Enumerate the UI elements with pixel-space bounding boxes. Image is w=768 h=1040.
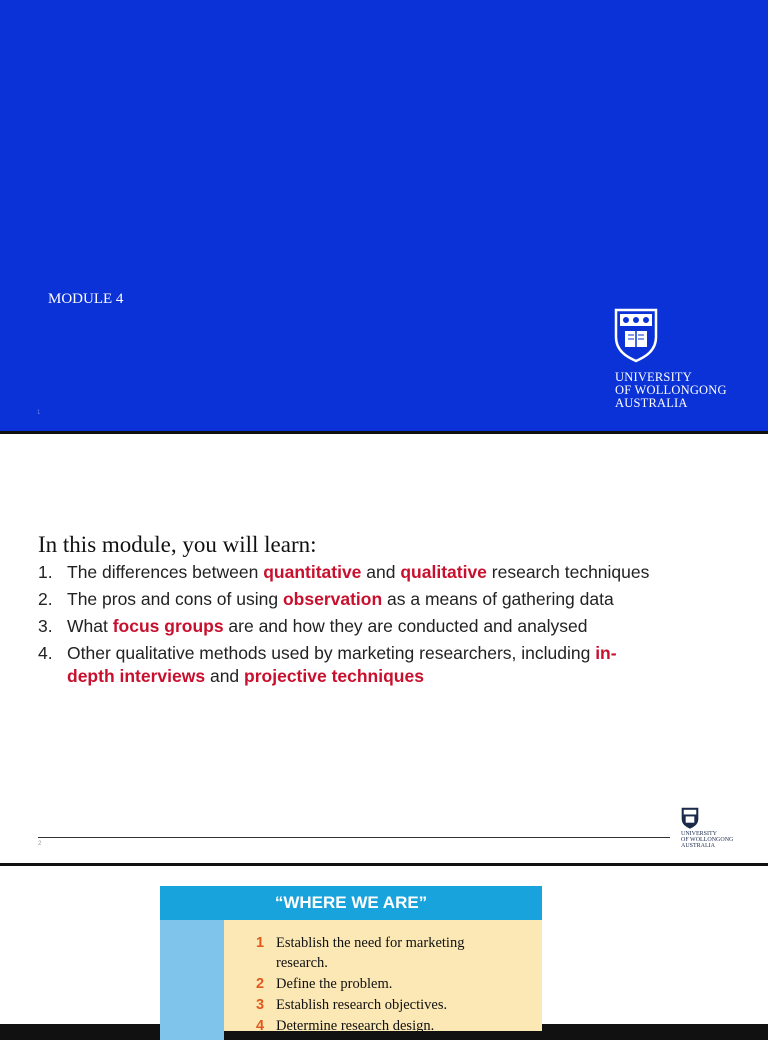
list-item <box>256 1016 516 1036</box>
item-text: and <box>205 666 245 686</box>
item-text: as a means of gathering data <box>382 589 614 609</box>
list-item <box>38 615 658 638</box>
step-text: Determine research design. <box>276 1018 435 1034</box>
objectives-list <box>38 561 658 692</box>
university-line-2: OF WOLLONGONG <box>615 383 727 397</box>
steps-list <box>256 933 516 1037</box>
step-number: 3 <box>256 997 265 1013</box>
highlight-term: focus groups <box>112 616 224 636</box>
item-text: research techniques <box>486 562 650 582</box>
item-number: 4. <box>38 643 53 663</box>
item-text: What <box>67 616 113 636</box>
slide-number: 1 <box>37 410 41 416</box>
step-text: Define the problem. <box>276 976 393 992</box>
list-item <box>38 588 658 611</box>
highlight-term: qualitative <box>400 562 487 582</box>
item-text: The differences between <box>67 562 264 582</box>
item-number: 1. <box>38 562 53 582</box>
item-number: 3. <box>38 616 53 636</box>
university-line-2: OF WOLLONGONG <box>681 837 734 843</box>
highlight-term: observation <box>282 589 383 609</box>
step-text: Establish research objectives. <box>276 997 448 1013</box>
objectives-slide <box>0 434 768 863</box>
item-text: Other qualitative methods used by marketing researchers, including <box>67 643 596 663</box>
highlight-term: in-depth interviews <box>67 643 617 686</box>
where-we-are-card <box>160 886 542 1034</box>
list-item <box>256 933 516 973</box>
module-label: MODULE 4 <box>48 291 124 307</box>
title-slide <box>0 0 768 431</box>
where-we-are-slide <box>0 866 768 1034</box>
step-number: 1 <box>256 935 265 951</box>
list-item <box>38 561 658 584</box>
list-item <box>256 974 516 994</box>
university-line-3: AUSTRALIA <box>615 396 688 410</box>
item-text: and <box>361 562 401 582</box>
list-item <box>256 995 516 1015</box>
slide-number: 2 <box>38 841 42 847</box>
highlight-term: projective techniques <box>244 666 424 686</box>
footer-divider <box>38 837 670 838</box>
university-line-1: UNIVERSITY <box>615 370 692 384</box>
university-crest-icon <box>613 307 659 363</box>
item-number: 2. <box>38 589 53 609</box>
step-text: Establish the need for marketing research. <box>276 935 465 971</box>
university-line-1: UNIVERSITY <box>681 831 717 837</box>
step-number: 4 <box>256 1018 265 1034</box>
highlight-term: quantitative <box>263 562 362 582</box>
university-crest-icon <box>681 807 699 829</box>
card-side-bar <box>160 920 224 1040</box>
university-line-3: AUSTRALIA <box>681 843 715 849</box>
item-text: are and how they are conducted and analysed <box>223 616 588 636</box>
list-item <box>38 642 658 688</box>
step-number: 2 <box>256 976 265 992</box>
item-text: The pros and cons of using <box>67 589 283 609</box>
slide-heading: In this module, you will learn: <box>38 532 317 557</box>
university-wordmark <box>615 371 727 410</box>
card-title: “WHERE WE ARE” <box>160 886 542 920</box>
university-wordmark <box>681 831 733 849</box>
